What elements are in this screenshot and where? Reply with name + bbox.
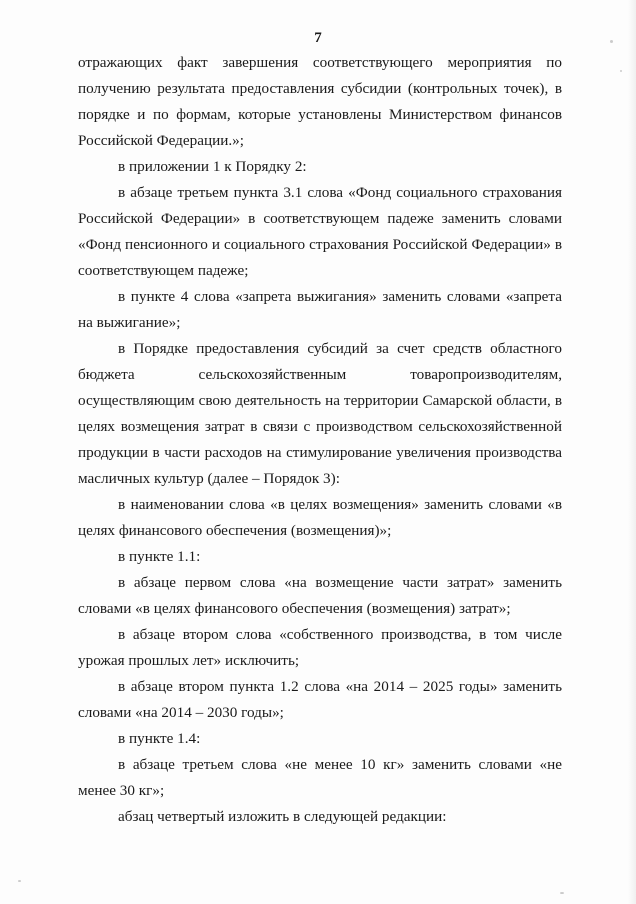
scan-edge-shadow bbox=[628, 0, 636, 904]
paragraph: в абзаце первом слова «на возмещение части затрат» заменить словами «в целях финансового обеспечения (возмещения) затрат»; bbox=[78, 574, 562, 617]
paragraph: отражающих факт завершения соответствующего мероприятия по получению результата предоставления субсидии (контрольных точек), в порядке и по формам, которые установлены Министерством финансов Российской Федерации.»; bbox=[78, 54, 562, 149]
scan-speck bbox=[620, 70, 622, 72]
paragraph: в пункте 1.1: bbox=[118, 548, 201, 565]
paragraph: в пункте 4 слова «запрета выжигания» заменить словами «запрета на выжигание»; bbox=[78, 288, 562, 331]
paragraph: в абзаце третьем пункта 3.1 слова «Фонд социального страхования Российской Федерации» в соответствующем падеже заменить словами «Фонд пенсионного и социального страхования Российской Федерации» в соответствующем падеже; bbox=[78, 184, 562, 279]
paragraph: в абзаце втором слова «собственного производства, в том числе урожая прошлых лет» исключить; bbox=[78, 626, 562, 669]
scan-speck bbox=[560, 892, 564, 894]
paragraph: в пункте 1.4: bbox=[118, 730, 201, 747]
paragraph: в приложении 1 к Порядку 2: bbox=[118, 158, 307, 175]
document-body bbox=[78, 50, 562, 830]
paragraph: в наименовании слова «в целях возмещения» заменить словами «в целях финансового обеспечения (возмещения)»; bbox=[78, 496, 562, 539]
scan-speck bbox=[18, 880, 21, 882]
page-number: 7 bbox=[314, 30, 322, 46]
paragraph: в Порядке предоставления субсидий за счет средств областного бюджета сельскохозяйственным товаропроизводителям, осуществляющим свою деятельность на территории Самарской области, в целях возмещения затрат в связи с производством сельскохозяйственной продукции в части расходов на стимулирование увеличения производства масличных культур (далее – Порядок 3): bbox=[78, 340, 562, 487]
paragraph: в абзаце втором пункта 1.2 слова «на 2014 – 2025 годы» заменить словами «на 2014 – 2030 годы»; bbox=[78, 678, 562, 721]
paragraph: абзац четвертый изложить в следующей редакции: bbox=[118, 808, 447, 825]
paragraph: в абзаце третьем слова «не менее 10 кг» заменить словами «не менее 30 кг»; bbox=[78, 756, 562, 799]
